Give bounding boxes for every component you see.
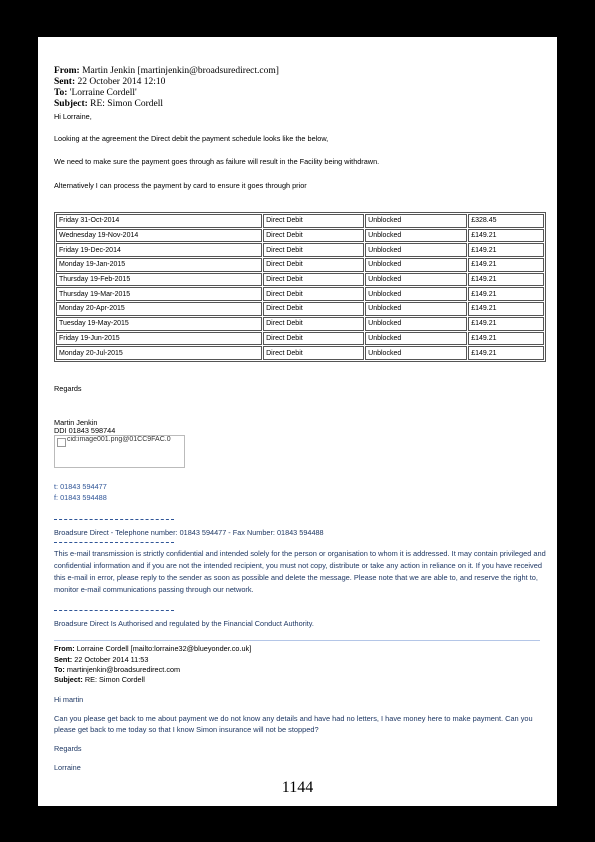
email2-body: Can you please get back to me about payment we do not know any details and have had no letters, I have money here to make payment. Can you please get back to me today so that I know Simon insurance will not be stopped? [54,714,533,734]
email2-greeting: Hi martin [54,695,84,704]
table-cell-amount: £328.45 [468,214,544,228]
divider-rule-2 [54,542,174,543]
email1-to-value: 'Lorraine Cordell' [69,88,137,98]
table-cell-status: Unblocked [365,287,467,301]
signature-tel: t: 01843 594477 [54,482,107,491]
table-cell-date: Friday 19-Jun-2015 [56,332,262,346]
email1-sent-value: 22 October 2014 12:10 [77,77,166,87]
table-cell-status: Unblocked [365,229,467,243]
signature-regards: Regards [54,384,82,393]
email2-subject-value: RE: Simon Cordell [84,675,145,684]
signature-name: Martin Jenkin [54,418,98,427]
table-cell-date: Monday 19-Jan-2015 [56,258,262,272]
page-number: 1144 [281,779,314,796]
table-row [56,229,544,243]
divider-rule-3 [54,610,174,611]
table-cell-amount: £149.21 [468,273,544,287]
signature-fax: f: 01843 594488 [54,493,107,502]
table-cell-status: Unblocked [365,302,467,316]
table-cell-method: Direct Debit [263,229,364,243]
table-cell-amount: £149.21 [468,258,544,272]
table-cell-method: Direct Debit [263,346,364,360]
signature-ddi: DDI 01843 598744 [54,426,116,435]
email1-from: From: Martin Jenkin [martinjenkin@broadsuredirect.com] [54,66,279,76]
broken-image-placeholder [54,435,185,468]
table-cell-status: Unblocked [365,332,467,346]
email2-sent: Sent: 22 October 2014 11:53 [54,655,149,664]
table-cell-amount: £149.21 [468,287,544,301]
table-cell-status: Unblocked [365,243,467,257]
table-cell-amount: £149.21 [468,302,544,316]
email2-regards: Regards [54,744,82,753]
table-row [56,287,544,301]
email1-sent: Sent: 22 October 2014 12:10 [54,77,166,87]
email1-subject-value: RE: Simon Cordell [90,99,163,109]
table-row [56,346,544,360]
table-row [56,273,544,287]
table-cell-status: Unblocked [365,258,467,272]
table-cell-amount: £149.21 [468,229,544,243]
table-row [56,302,544,316]
broken-image-icon [57,438,66,447]
table-cell-date: Friday 31-Oct-2014 [56,214,262,228]
document-page [38,37,557,806]
table-cell-date: Thursday 19-Feb-2015 [56,273,262,287]
image-alt-text: cid:image001.png@01CC9FAC.0 [67,436,171,443]
table-row [56,214,544,228]
email1-line1: Looking at the agreement the Direct debit the payment schedule looks like the below, [54,134,329,143]
email1-to: To: 'Lorraine Cordell' [54,88,137,98]
table-row [56,317,544,331]
email2-to: To: martinjenkin@broadsuredirect.com [54,665,181,674]
table-row [56,243,544,257]
table-cell-status: Unblocked [365,214,467,228]
table-row [56,258,544,272]
email1-greeting: Hi Lorraine, [54,112,92,121]
table-cell-method: Direct Debit [263,332,364,346]
table-row [56,332,544,346]
table-cell-status: Unblocked [365,346,467,360]
email2-sent-value: 22 October 2014 11:53 [74,655,149,664]
email2-from-value: Lorraine Cordell [mailto:lorraine32@blueyonder.co.uk] [76,644,252,653]
table-cell-date: Thursday 19-Mar-2015 [56,287,262,301]
table-cell-date: Monday 20-Apr-2015 [56,302,262,316]
table-cell-method: Direct Debit [263,302,364,316]
email1-from-value: Martin Jenkin [martinjenkin@broadsuredirect.com] [82,66,279,76]
table-cell-status: Unblocked [365,317,467,331]
email2-to-value: martinjenkin@broadsuredirect.com [66,665,181,674]
table-cell-status: Unblocked [365,273,467,287]
table-cell-method: Direct Debit [263,214,364,228]
email1-line2: We need to make sure the payment goes through as failure will result in the Facility being withdrawn. [54,157,380,166]
table-cell-method: Direct Debit [263,273,364,287]
table-cell-amount: £149.21 [468,317,544,331]
table-cell-amount: £149.21 [468,332,544,346]
table-cell-method: Direct Debit [263,317,364,331]
email2-name: Lorraine [54,763,81,772]
table-cell-date: Monday 20-Jul-2015 [56,346,262,360]
table-cell-date: Friday 19-Dec-2014 [56,243,262,257]
divider-rule-1 [54,519,174,520]
table-cell-method: Direct Debit [263,258,364,272]
email2-from: From: Lorraine Cordell [mailto:lorraine32@blueyonder.co.uk] [54,644,252,653]
table-cell-method: Direct Debit [263,243,364,257]
email-separator [54,640,540,641]
email2-subject: Subject: RE: Simon Cordell [54,675,145,684]
table-cell-method: Direct Debit [263,287,364,301]
company-line: Broadsure Direct - Telephone number: 01843 594477 - Fax Number: 01843 594488 [54,528,324,537]
table-cell-date: Tuesday 19-May-2015 [56,317,262,331]
fca-line: Broadsure Direct Is Authorised and regulated by the Financial Conduct Authority. [54,619,314,628]
payment-schedule-table [54,212,546,362]
email1-line3: Alternatively I can process the payment by card to ensure it goes through prior [54,181,307,190]
table-cell-date: Wednesday 19-Nov-2014 [56,229,262,243]
disclaimer-text: This e-mail transmission is strictly confidential and intended solely for the person or organisation to whom it is addressed. It may contain privileged and confidential information and if you are not the intended recipient, you must not copy, distribute or take any action in reliance on it. If you have received this e-mail in error, please reply to the sender as soon as possible and delete the message. Please note that we are able to, and reserve the right to, monitor e-mail communications passing through our network. [54,549,546,594]
table-cell-amount: £149.21 [468,243,544,257]
email1-subject: Subject: RE: Simon Cordell [54,99,163,109]
table-cell-amount: £149.21 [468,346,544,360]
